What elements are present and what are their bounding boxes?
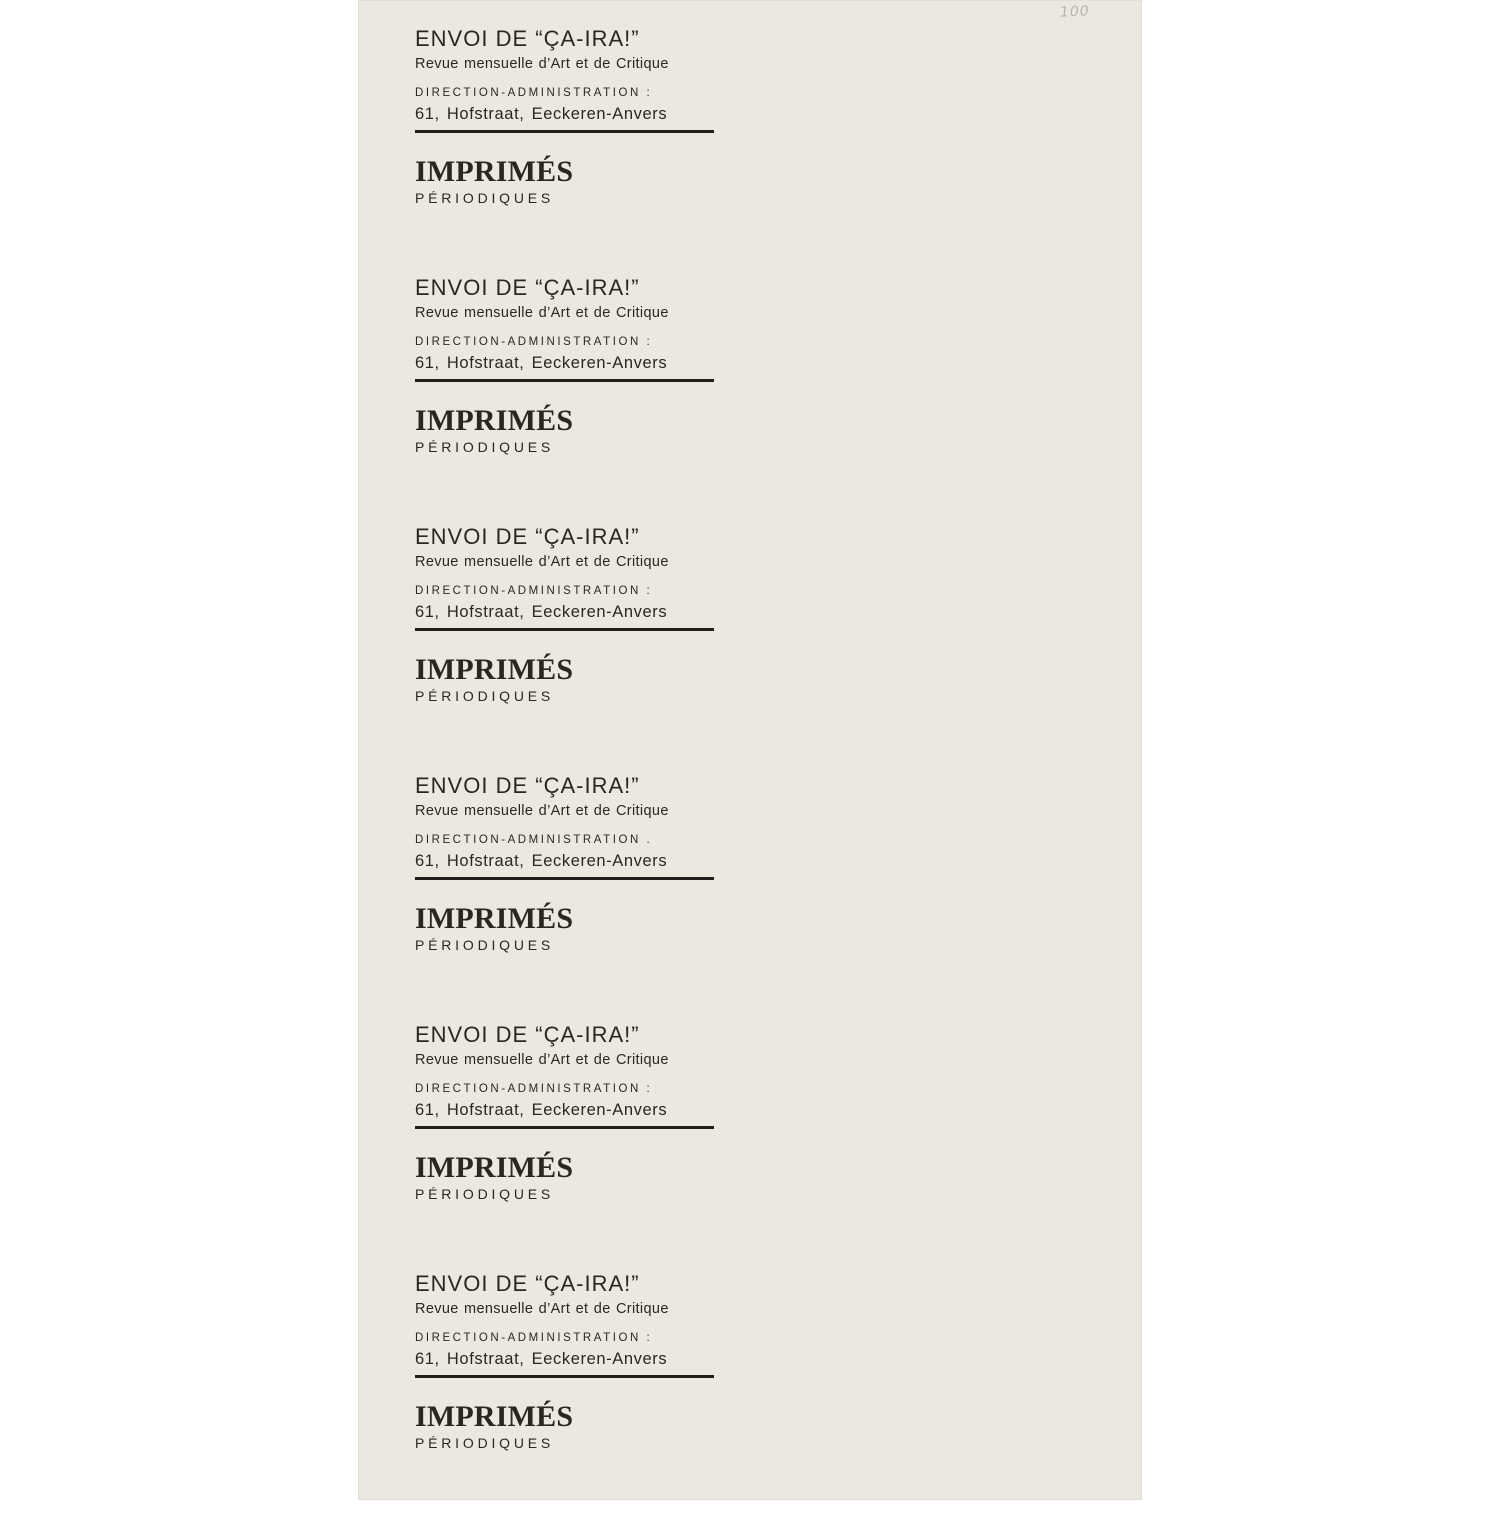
label-envoi-heading: ENVOI DE “ÇA-IRA!”: [415, 1022, 640, 1047]
label-envoi-heading: ENVOI DE “ÇA-IRA!”: [415, 275, 640, 300]
label-imprimes: IMPRIMÉS: [415, 1400, 574, 1433]
label-direction-caption: DIRECTION-ADMINISTRATION :: [415, 336, 653, 348]
label-imprimes: IMPRIMÉS: [415, 155, 574, 188]
label-rule-divider: [415, 1126, 714, 1129]
label-revue-subtitle: Revue mensuelle d’Art et de Critique: [415, 1301, 669, 1317]
label-envoi-heading: ENVOI DE “ÇA-IRA!”: [415, 26, 640, 51]
label-rule-divider: [415, 130, 714, 133]
label-address: 61, Hofstraat, Eeckeren-Anvers: [415, 603, 668, 621]
label-direction-caption: DIRECTION-ADMINISTRATION .: [415, 834, 653, 846]
mailing-label-1: [415, 25, 725, 274]
label-periodiques: PÉRIODIQUES: [415, 688, 555, 704]
label-direction-caption: DIRECTION-ADMINISTRATION :: [415, 585, 653, 597]
label-imprimes: IMPRIMÉS: [415, 653, 574, 686]
label-revue-subtitle: Revue mensuelle d’Art et de Critique: [415, 56, 669, 72]
label-rule-divider: [415, 1375, 714, 1378]
pencil-note: 100: [1059, 3, 1091, 21]
label-address: 61, Hofstraat, Eeckeren-Anvers: [415, 852, 668, 870]
label-address: 61, Hofstraat, Eeckeren-Anvers: [415, 1350, 668, 1368]
mailing-label-2: [415, 274, 725, 523]
label-periodiques: PÉRIODIQUES: [415, 937, 555, 953]
label-imprimes: IMPRIMÉS: [415, 404, 574, 437]
mailing-label-3: [415, 523, 725, 772]
label-envoi-heading: ENVOI DE “ÇA-IRA!”: [415, 1271, 640, 1296]
label-address: 61, Hofstraat, Eeckeren-Anvers: [415, 1101, 668, 1119]
label-periodiques: PÉRIODIQUES: [415, 190, 555, 206]
label-revue-subtitle: Revue mensuelle d’Art et de Critique: [415, 554, 669, 570]
label-rule-divider: [415, 379, 714, 382]
label-revue-subtitle: Revue mensuelle d’Art et de Critique: [415, 305, 669, 321]
label-imprimes: IMPRIMÉS: [415, 902, 574, 935]
mailing-label-6: [415, 1270, 725, 1519]
label-revue-subtitle: Revue mensuelle d’Art et de Critique: [415, 803, 669, 819]
label-periodiques: PÉRIODIQUES: [415, 1186, 555, 1202]
label-revue-subtitle: Revue mensuelle d’Art et de Critique: [415, 1052, 669, 1068]
label-periodiques: PÉRIODIQUES: [415, 1435, 555, 1451]
label-direction-caption: DIRECTION-ADMINISTRATION :: [415, 87, 653, 99]
mailing-label-5: [415, 1021, 725, 1270]
mailing-label-4: [415, 772, 725, 1021]
label-direction-caption: DIRECTION-ADMINISTRATION :: [415, 1332, 653, 1344]
label-direction-caption: DIRECTION-ADMINISTRATION :: [415, 1083, 653, 1095]
label-envoi-heading: ENVOI DE “ÇA-IRA!”: [415, 524, 640, 549]
label-address: 61, Hofstraat, Eeckeren-Anvers: [415, 105, 668, 123]
mailing-labels-column: [415, 25, 725, 1519]
label-rule-divider: [415, 877, 714, 880]
label-address: 61, Hofstraat, Eeckeren-Anvers: [415, 354, 668, 372]
label-periodiques: PÉRIODIQUES: [415, 439, 555, 455]
label-imprimes: IMPRIMÉS: [415, 1151, 574, 1184]
label-envoi-heading: ENVOI DE “ÇA-IRA!”: [415, 773, 640, 798]
label-rule-divider: [415, 628, 714, 631]
paper-sheet: [358, 0, 1142, 1500]
